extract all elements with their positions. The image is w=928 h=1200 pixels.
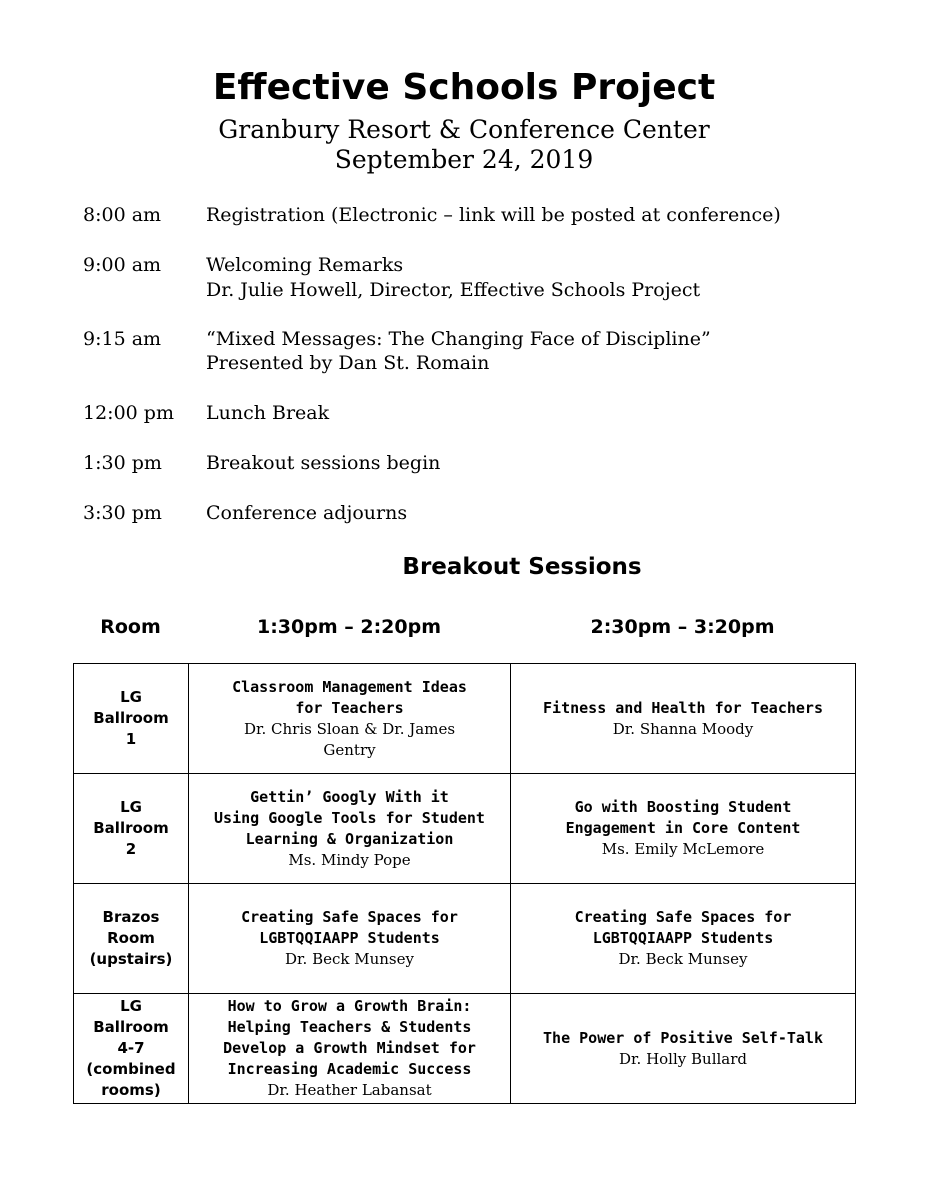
room-line: Room: [107, 929, 155, 947]
session-title: [517, 797, 849, 839]
agenda-time: 9:15 am: [83, 328, 162, 350]
session-title-line: Fitness and Health for Teachers: [543, 698, 823, 717]
room-line: Ballroom: [93, 1018, 169, 1036]
room-cell: [74, 664, 189, 774]
session-cell: [511, 994, 856, 1104]
agenda-text: Registration (Electronic – link will be posted at conference): [206, 204, 781, 226]
room-line: LG: [120, 688, 142, 706]
session-title: [195, 787, 504, 850]
column-header-session2: 2:30pm – 3:20pm: [590, 616, 775, 638]
session-title: [195, 907, 504, 949]
session-title-line: Gettin’ Googly With it: [250, 787, 449, 806]
room-line: 2: [125, 840, 137, 858]
breakout-table: [73, 663, 856, 1104]
table-row: [74, 994, 856, 1104]
session-title-line: Creating Safe Spaces for: [574, 908, 792, 926]
session-title-line: Develop a Growth Mindset for: [223, 1039, 476, 1057]
room-line: 1: [125, 730, 137, 748]
session-presenter: [517, 1049, 849, 1070]
presenter-line: Ms. Mindy Pope: [288, 850, 411, 869]
session-title: [517, 698, 849, 719]
room-line: Ballroom: [93, 819, 169, 837]
session-presenter: [195, 949, 504, 970]
room-line: Brazos: [102, 908, 160, 926]
session-presenter: [517, 719, 849, 740]
table-row: [74, 884, 856, 994]
agenda-time: 9:00 am: [83, 254, 162, 276]
session-cell: [511, 664, 856, 774]
room-line: 4-7: [117, 1039, 145, 1057]
presenter-line: Dr. Beck Munsey: [285, 950, 414, 968]
session-title: [517, 907, 849, 949]
room-line: rooms): [101, 1081, 161, 1099]
session-cell: [511, 884, 856, 994]
presenter-line: Gentry: [323, 740, 376, 759]
table-row: [74, 774, 856, 884]
agenda-time: 12:00 pm: [83, 402, 174, 424]
agenda-detail: Presented by Dan St. Romain: [206, 352, 490, 374]
column-header-room: Room: [100, 616, 161, 638]
session-title-line: Increasing Academic Success: [227, 1060, 472, 1078]
session-title-line: Creating Safe Spaces for: [241, 908, 458, 926]
document-title: Effective Schools Project: [212, 67, 716, 108]
presenter-line: Dr. Heather Labansat: [267, 1081, 432, 1099]
agenda-text: Conference adjourns: [206, 502, 408, 524]
session-cell: [511, 774, 856, 884]
presenter-line: Dr. Shanna Moody: [612, 719, 754, 738]
agenda-text: Breakout sessions begin: [206, 452, 441, 474]
session-presenter: [195, 1080, 504, 1101]
room-cell: [74, 884, 189, 994]
session-presenter: [517, 949, 849, 970]
session-title: [195, 996, 504, 1080]
room-line: (combined: [86, 1060, 176, 1078]
presenter-line: Ms. Emily McLemore: [601, 840, 765, 858]
room-cell: [74, 994, 189, 1104]
room-line: Ballroom: [93, 709, 169, 727]
agenda-detail: Dr. Julie Howell, Director, Effective Schools Project: [206, 279, 701, 301]
venue-subtitle: Granbury Resort & Conference Center: [218, 115, 710, 144]
presenter-line: Dr. Holly Bullard: [618, 1049, 748, 1068]
table-row: [74, 664, 856, 774]
room-line: (upstairs): [89, 950, 173, 968]
agenda-text: Welcoming Remarks: [206, 254, 404, 276]
session-title-line: LGBTQQIAAPP Students: [259, 929, 440, 947]
session-cell: [189, 664, 511, 774]
session-title-line: The Power of Positive Self-Talk: [543, 1028, 823, 1047]
room-line: LG: [120, 997, 142, 1015]
room-line: LG: [120, 798, 142, 816]
agenda-time: 3:30 pm: [83, 502, 162, 524]
session-presenter: [517, 839, 849, 860]
agenda-text: “Mixed Messages: The Changing Face of Discipline”: [206, 328, 711, 350]
session-cell: [189, 774, 511, 884]
session-presenter: [195, 719, 504, 761]
session-cell: [189, 994, 511, 1104]
breakout-heading: Breakout Sessions: [402, 554, 642, 580]
presenter-line: Dr. Chris Sloan & Dr. James: [243, 719, 456, 738]
session-title-line: Learning & Organization: [245, 829, 454, 848]
presenter-line: Dr. Beck Munsey: [618, 950, 748, 968]
session-title-line: How to Grow a Growth Brain:: [227, 997, 472, 1015]
agenda-time: 8:00 am: [83, 204, 162, 226]
session-title-line: Helping Teachers & Students: [227, 1018, 472, 1036]
session-cell: [189, 884, 511, 994]
session-title-line: for Teachers: [295, 698, 404, 717]
session-title-line: Go with Boosting Student: [574, 798, 792, 816]
session-title-line: Engagement in Core Content: [565, 819, 801, 837]
column-header-session1: 1:30pm – 2:20pm: [256, 616, 442, 638]
agenda-text: Lunch Break: [206, 402, 330, 424]
agenda-time: 1:30 pm: [83, 452, 162, 474]
session-title-line: Classroom Management Ideas: [232, 677, 467, 696]
room-cell: [74, 774, 189, 884]
session-title-line: Using Google Tools for Student: [214, 808, 485, 827]
session-title: [195, 677, 504, 719]
date-subtitle: September 24, 2019: [334, 145, 594, 174]
session-title-line: LGBTQQIAAPP Students: [592, 929, 774, 947]
session-presenter: [195, 850, 504, 871]
session-title: [517, 1028, 849, 1049]
